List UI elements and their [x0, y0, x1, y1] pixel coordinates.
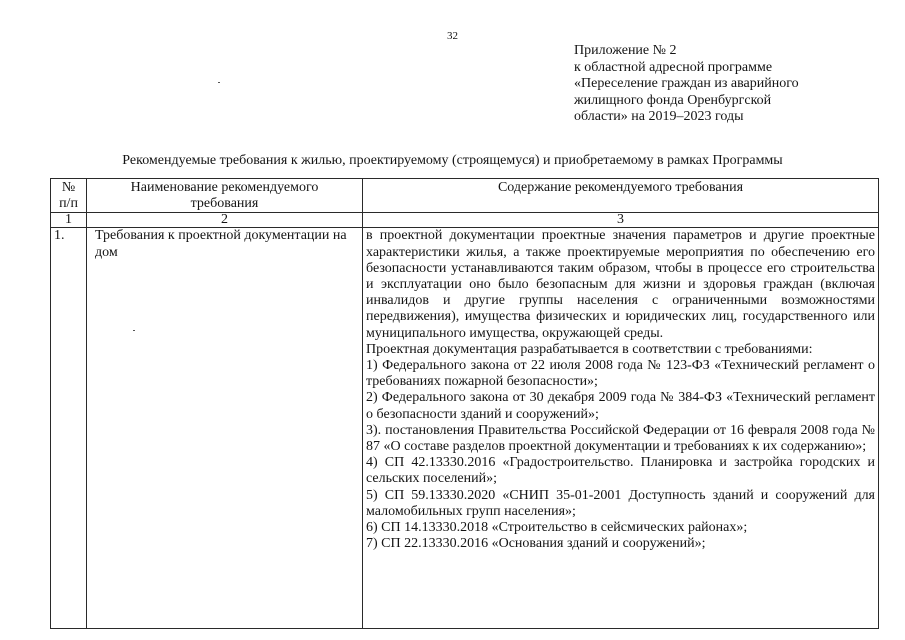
appendix-line: «Переселение граждан из аварийного: [574, 76, 799, 92]
content-paragraph: 5) СП 59.13330.2020 «СНИП 35-01-2001 Доступность зданий и сооружений для маломобильных групп населения»;: [366, 487, 875, 519]
appendix-note: [574, 43, 874, 126]
appendix-line: области» на 2019–2023 годы: [574, 109, 744, 125]
table-row: [51, 228, 879, 629]
scan-speck: [218, 82, 220, 83]
header-num: № п/п: [51, 179, 87, 213]
appendix-line: жилищного фонда Оренбургской: [574, 92, 772, 108]
row-number: 1.: [51, 228, 87, 629]
header-name: Наименование рекомендуемого требования: [87, 179, 363, 213]
content-paragraph: в проектной документации проектные значения параметров и другие проектные характеристики жилья, а также проектируемые мероприятия по обеспечению его безопасности устанавливаются таким образом, чтобы в процессе его строительства и эксплуатации оно было безопасным для жизни и здоровья граждан (включая инвалидов и другие группы населения с ограниченными возможностями передвижения), имущества физических и юридических лиц, государственного или муниципального имущества, окружающей среды.: [366, 228, 875, 341]
requirement-name: Требования к проектной документации на дом: [87, 228, 363, 629]
table-header-row: [51, 179, 879, 213]
content-paragraph: 6) СП 14.13330.2018 «Строительство в сейсмических районах»;: [366, 520, 748, 536]
page-number: 32: [447, 30, 458, 42]
header-content: Содержание рекомендуемого требования: [363, 179, 879, 213]
content-paragraph: 1) Федерального закона от 22 июля 2008 года № 123-ФЗ «Технический регламент о требованиях пожарной безопасности»;: [366, 358, 875, 390]
column-number-row: [51, 213, 879, 228]
requirement-content: [363, 228, 879, 629]
document-title: Рекомендуемые требования к жилью, проектируемому (строящемуся) и приобретаемому в рамках Программы: [122, 153, 783, 168]
appendix-line: к областной адресной программе: [574, 59, 773, 75]
content-paragraph: 7) СП 22.13330.2016 «Основания зданий и сооружений»;: [366, 536, 706, 552]
content-paragraph: 3). постановления Правительства Российской Федерации от 16 февраля 2008 года № 87 «О составе разделов проектной документации и требованиях к их содержанию»;: [366, 422, 875, 455]
content-paragraph: Проектная документация разрабатывается в соответствии с требованиями:: [366, 341, 813, 357]
column-number: 1: [51, 213, 87, 228]
column-number: 2: [87, 213, 363, 228]
column-number: 3: [363, 213, 879, 228]
content-paragraph: 4) СП 42.13330.2016 «Градостроительство. Планировка и застройка городских и сельских поселений»;: [366, 455, 875, 487]
appendix-line: Приложение № 2: [574, 43, 677, 58]
content-paragraph: 2) Федерального закона от 30 декабря 2009 года № 384-ФЗ «Технический регламент о безопасности зданий и сооружений»;: [366, 390, 875, 422]
requirements-table: [50, 178, 879, 629]
